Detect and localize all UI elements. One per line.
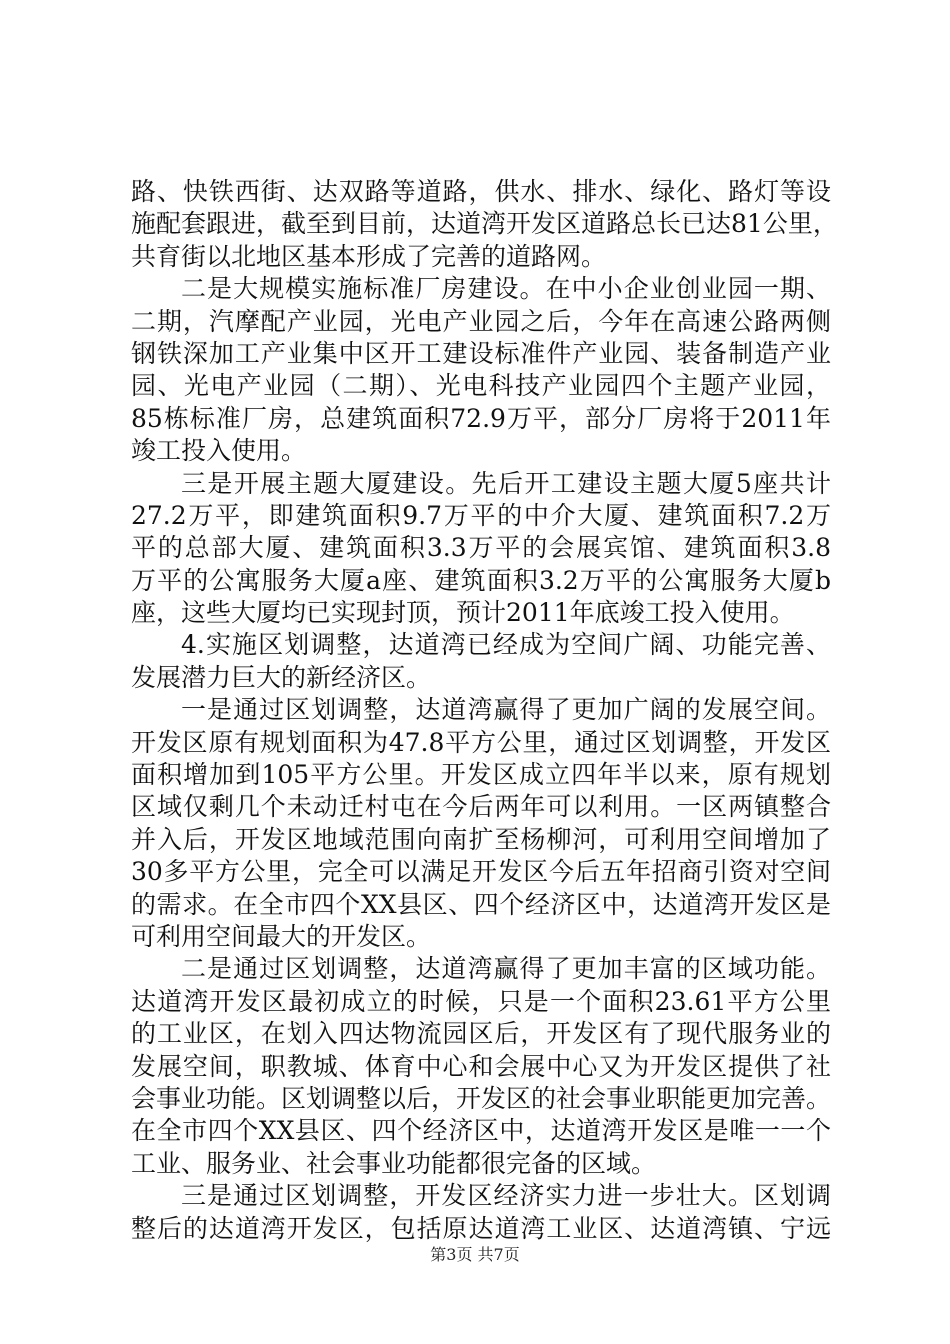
text-line: 区域仅剩几个未动迁村屯在今后两年可以利用。一区两镇整合 — [131, 792, 831, 822]
text-line: 施配套跟进，截至到目前，达道湾开发区道路总长已达81公里， — [131, 209, 838, 239]
text-line: 发展空间，职教城、体育中心和会展中心又为开发区提供了社 — [131, 1051, 831, 1081]
text-line: 的工业区，在划入四达物流园区后，开发区有了现代服务业的 — [131, 1019, 831, 1049]
text-line: 钢铁深加工产业集中区开工建设标准件产业园、装备制造产业 — [131, 338, 831, 368]
text-line: 30多平方公里，完全可以满足开发区今后五年招商引资对空间 — [131, 857, 831, 887]
text-line: 达道湾开发区最初成立的时候，只是一个面积23.61平方公里 — [131, 986, 831, 1016]
text-line: 共育街以北地区基本形成了完善的道路网。 — [131, 241, 607, 271]
text-line: 面积增加到105平方公里。开发区成立四年半以来，原有规划 — [131, 760, 831, 790]
text-line: 85栋标准厂房，总建筑面积72.9万平，部分厂房将于2011年 — [131, 403, 831, 433]
text-line: 工业、服务业、社会事业功能都很完备的区域。 — [131, 1148, 657, 1178]
text-line: 竣工投入使用。 — [131, 436, 307, 466]
text-line: 二期，汽摩配产业园，光电产业园之后，今年在高速公路两侧 — [131, 306, 831, 336]
text-line: 一是通过区划调整，达道湾赢得了更加广阔的发展空间。 — [181, 695, 831, 725]
text-line: 园、光电产业园（二期）、光电科技产业园四个主题产业园， — [131, 371, 831, 401]
text-line: 可利用空间最大的开发区。 — [131, 921, 432, 951]
text-line: 整后的达道湾开发区，包括原达道湾工业区、达道湾镇、宁远 — [131, 1213, 831, 1243]
text-line: 万平的公寓服务大厦a座、建筑面积3.2万平的公寓服务大厦b — [131, 565, 831, 595]
text-line: 三是开展主题大厦建设。先后开工建设主题大厦5座共计 — [181, 468, 831, 498]
text-line: 路、快铁西街、达双路等道路，供水、排水、绿化、路灯等设 — [131, 177, 831, 206]
text-line: 会事业功能。区划调整以后，开发区的社会事业职能更加完善。 — [131, 1083, 832, 1113]
text-line: 座，这些大厦均已实现封顶，预计2011年底竣工投入使用。 — [131, 598, 795, 628]
text-line: 27.2万平，即建筑面积9.7万平的中介大厦、建筑面积7.2万 — [131, 500, 831, 530]
document-body — [131, 176, 838, 1245]
text-line: 二是通过区划调整，达道湾赢得了更加丰富的区域功能。 — [181, 954, 831, 984]
text-line: 平的总部大厦、建筑面积3.3万平的会展宾馆、建筑面积3.8 — [131, 533, 831, 563]
page-indicator: 第3页 共7页 — [430, 1245, 520, 1264]
text-line: 的需求。在全市四个XX县区、四个经济区中，达道湾开发区是 — [131, 889, 831, 919]
text-line: 并入后，开发区地域范围向南扩至杨柳河，可利用空间增加了 — [131, 824, 831, 854]
text-line: 4.实施区划调整，达道湾已经成为空间广阔、功能完善、 — [181, 630, 831, 660]
text-line: 发展潜力巨大的新经济区。 — [131, 662, 432, 692]
text-line: 在全市四个XX县区、四个经济区中，达道湾开发区是唯一一个 — [131, 1116, 831, 1146]
text-line: 三是通过区划调整，开发区经济实力进一步壮大。区划调 — [181, 1181, 831, 1211]
text-line: 开发区原有规划面积为47.8平方公里，通过区划调整，开发区 — [131, 727, 831, 757]
text-line: 二是大规模实施标准厂房建设。在中小企业创业园一期、 — [181, 274, 831, 304]
